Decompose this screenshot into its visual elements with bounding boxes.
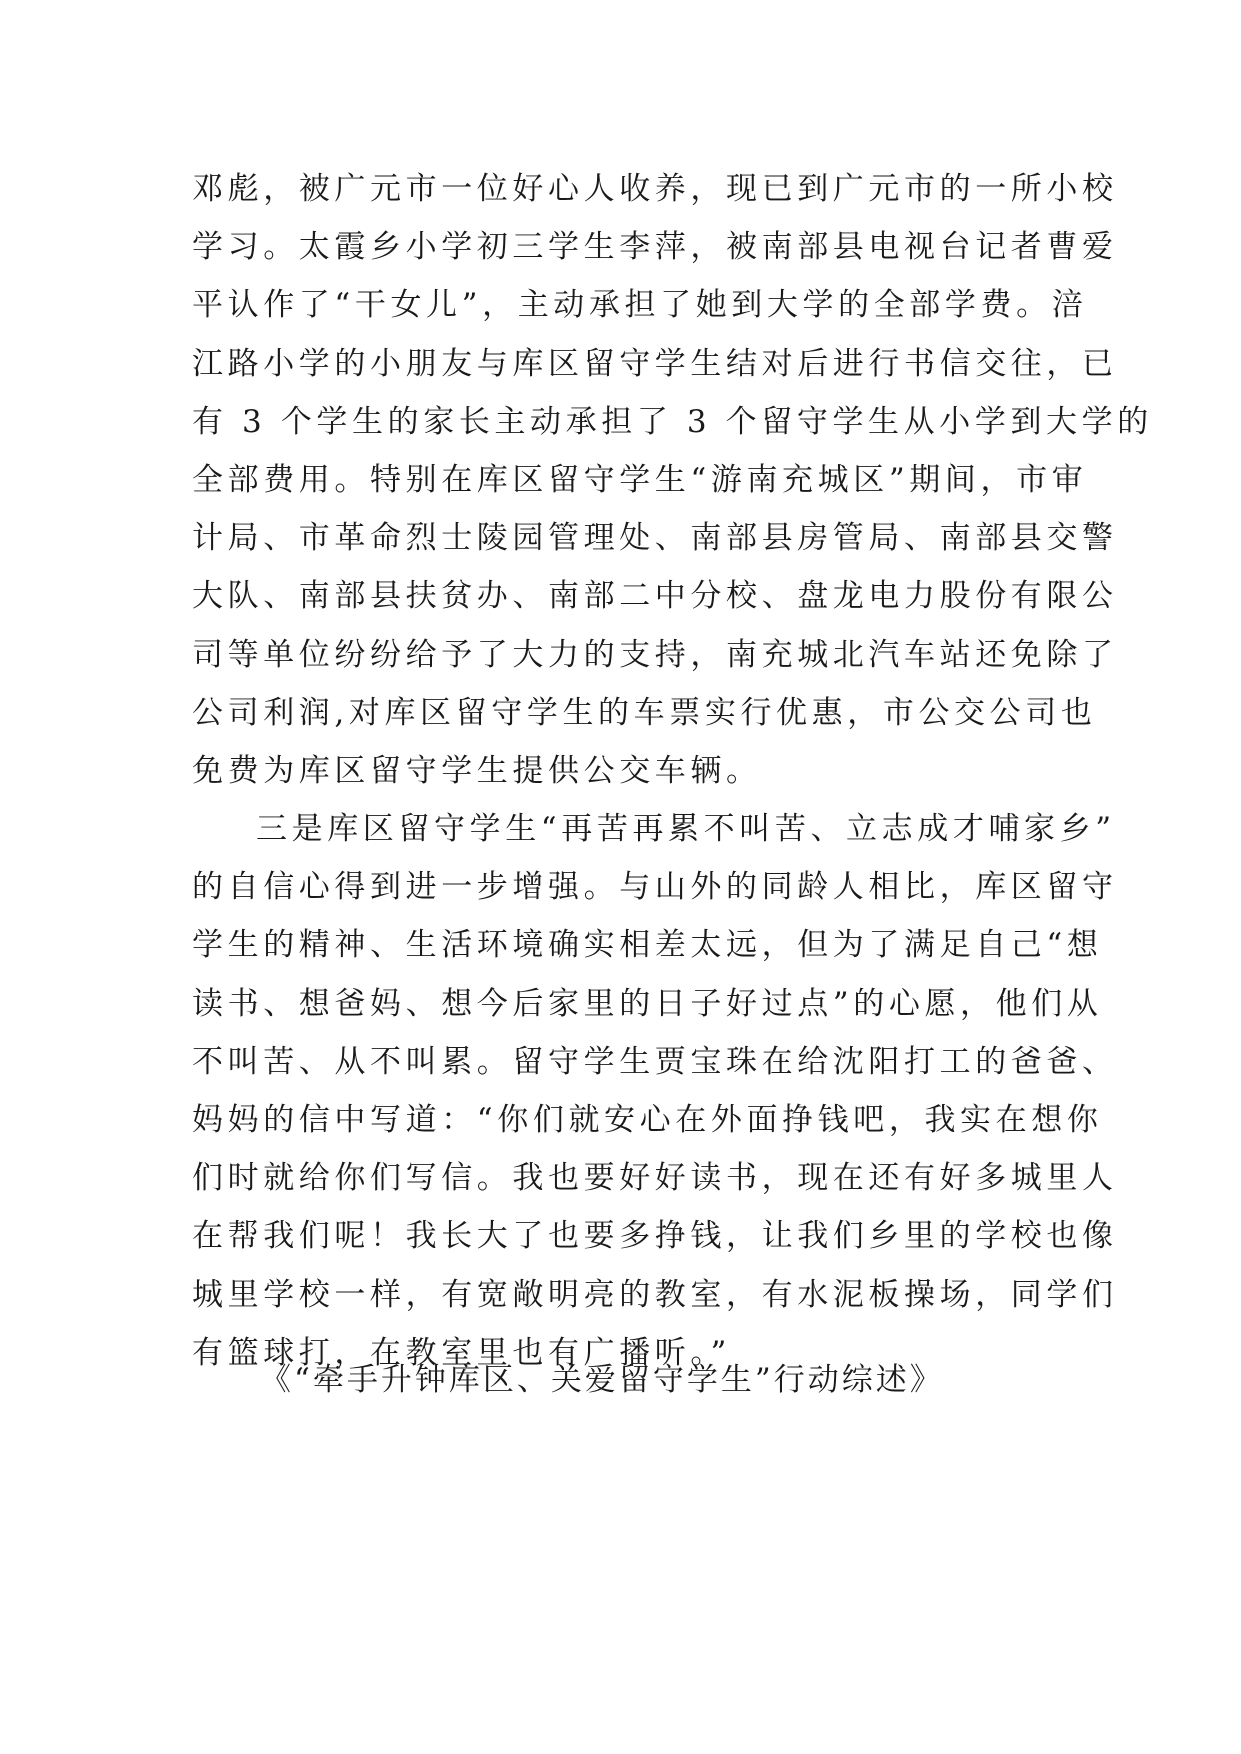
text-line: 司等单位纷纷给予了大力的支持，南充城北汽车站还免除了	[192, 636, 1118, 673]
text-line: 学习。太霞乡小学初三学生李萍，被南部县电视台记者曹爱	[192, 229, 1118, 266]
text-line: 公司利润,对库区留守学生的车票实行优惠，市公交公司也	[192, 694, 1097, 731]
paragraph-start-line: 三是库区留守学生“再苦再累不叫苦、立志成才哺家乡”	[256, 811, 1116, 848]
text-line: 的自信心得到进一步增强。与山外的同龄人相比，库区留守	[192, 869, 1118, 906]
text-line: 计局、市革命烈士陵园管理处、南部县房管局、南部县交警	[192, 520, 1118, 557]
body-text	[192, 160, 1153, 1382]
source-caption: 《“牵手升钟库区、关爱留守学生”行动综述》	[260, 1362, 944, 1398]
text-line: 免费为库区留守学生提供公交车辆。	[192, 752, 762, 789]
text-line: 江路小学的小朋友与库区留守学生结对后进行书信交往，已	[192, 345, 1118, 382]
text-line: 们时就给你们写信。我也要好好读书，现在还有好多城里人	[192, 1160, 1118, 1197]
text-line: 在帮我们呢！我长大了也要多挣钱，让我们乡里的学校也像	[192, 1218, 1118, 1255]
text-line: 城里学校一样，有宽敞明亮的教室，有水泥板操场，同学们	[192, 1276, 1118, 1313]
text-line: 邓彪，被广元市一位好心人收养，现已到广元市的一所小校	[192, 171, 1118, 207]
text-line: 学生的精神、生活环境确实相差太远，但为了满足自己“想	[192, 927, 1103, 964]
text-line: 不叫苦、从不叫累。留守学生贾宝珠在给沈阳打工的爸爸、	[192, 1043, 1118, 1080]
text-line: 平认作了“干女儿”，主动承担了她到大学的全部学费。涪	[192, 287, 1088, 324]
text-line: 有篮球打，在教室里也有广播听。”	[192, 1334, 731, 1371]
text-line: 全部费用。特别在库区留守学生“游南充城区”期间，市审	[192, 461, 1088, 498]
text-line: 大队、南部县扶贫办、南部二中分校、盘龙电力股份有限公	[192, 578, 1118, 615]
text-line: 妈妈的信中写道：“你们就安心在外面挣钱吧，我实在想你	[192, 1102, 1103, 1138]
text-line: 有 3 个学生的家长主动承担了 3 个留守学生从小学到大学的	[192, 403, 1153, 440]
text-line: 读书、想爸妈、想今后家里的日子好过点”的心愿，他们从	[192, 985, 1103, 1022]
